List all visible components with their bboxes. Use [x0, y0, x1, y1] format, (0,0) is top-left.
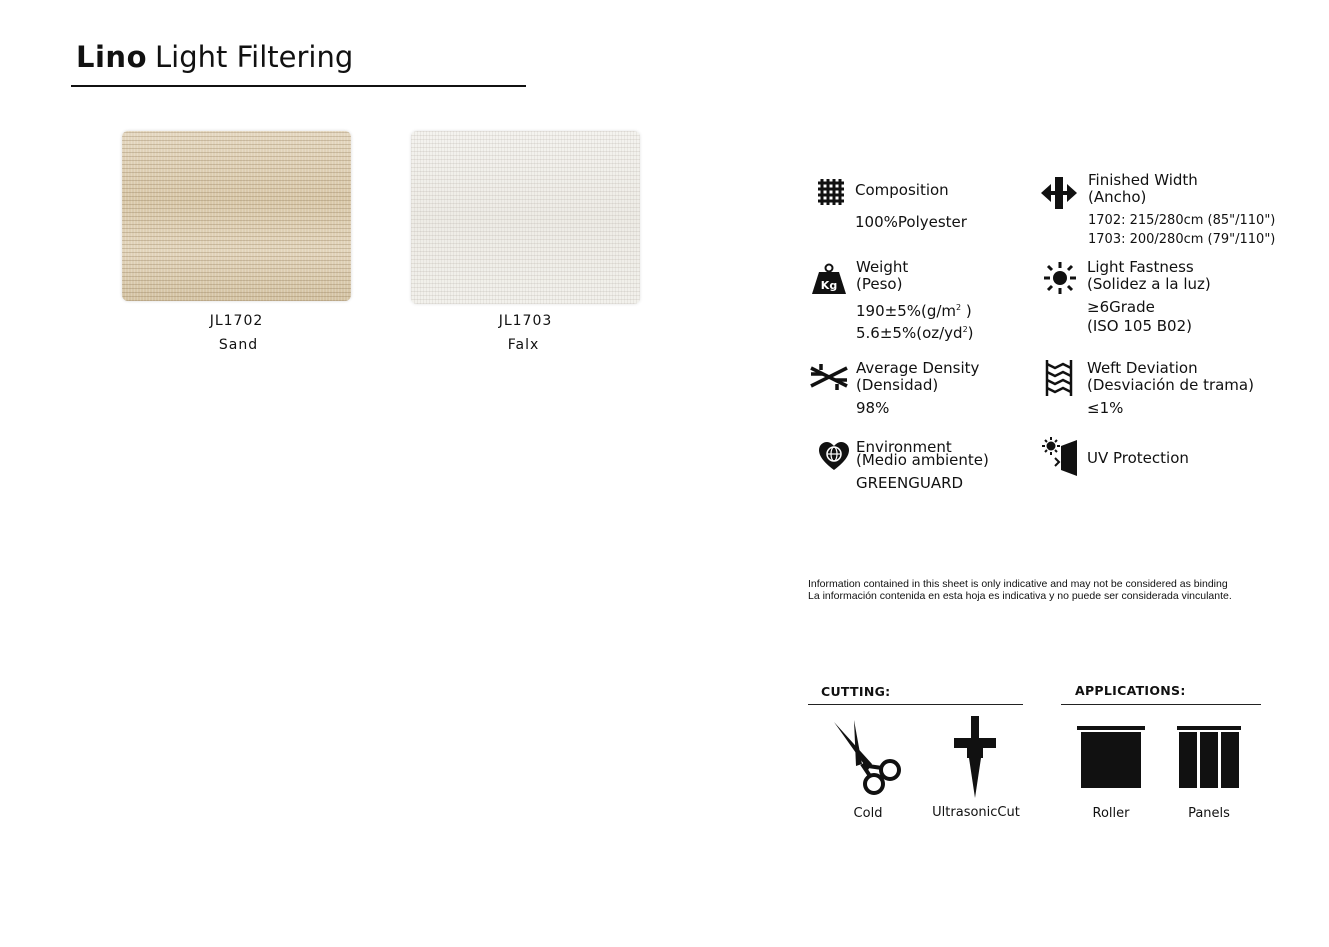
light-fastness-label-es: (Solidez a la luz): [1087, 275, 1211, 293]
weight-value-imperial: $5.6\pm 5\%(oz/yd^2)$: [856, 324, 974, 342]
weight-label-es: (Peso): [856, 275, 903, 293]
cutting-title: CUTTING:: [821, 684, 891, 699]
sun-icon: [1043, 261, 1077, 295]
width-arrows-icon: [1040, 175, 1078, 211]
brand-name: Lino: [76, 40, 147, 74]
cutting-rule: [808, 704, 1023, 705]
weft-icon: [1043, 358, 1075, 398]
cutting-option-label: UltrasonicCut: [932, 805, 1020, 820]
title-underline: [71, 85, 526, 87]
density-value: 98%: [856, 399, 890, 417]
weft-label-es: (Desviación de trama): [1087, 376, 1254, 394]
cutting-option-label: Cold: [853, 806, 883, 821]
weft-value: ≤1%: [1087, 399, 1124, 417]
light-fastness-label: Light Fastness: [1087, 258, 1194, 276]
environment-label-es: (Medio ambiente): [856, 451, 989, 469]
finished-width-value: 1702: 215/280cm (85"/110"): [1088, 213, 1276, 228]
environment-value: GREENGUARD: [856, 474, 964, 492]
roller-blind-icon: [1077, 726, 1145, 790]
panel-blind-icon: [1177, 726, 1241, 790]
composition-label: Composition: [855, 181, 949, 199]
application-option-label: Roller: [1092, 806, 1130, 821]
density-label-es: (Densidad): [856, 376, 939, 394]
product-subtitle: Light Filtering: [155, 40, 354, 74]
environment-label: Environment: [856, 438, 952, 456]
finished-width-label: Finished Width: [1088, 171, 1198, 189]
swatch-image-sand: [122, 131, 351, 301]
density-label: Average Density: [856, 359, 980, 377]
applications-title: APPLICATIONS:: [1075, 683, 1186, 698]
globe-heart-icon: [818, 441, 850, 471]
disclaimer-es: La información contenida en esta hoja es indicativa y no puede ser considerada vinculante.: [808, 590, 1232, 602]
uv-window-icon: [1041, 436, 1079, 478]
composition-value: 100%Polyester: [855, 213, 967, 231]
light-fastness-standard: (ISO 105 B02): [1087, 317, 1192, 335]
finished-width-label-es: (Ancho): [1088, 188, 1147, 206]
application-option-label: Panels: [1188, 806, 1230, 821]
weft-label: Weft Deviation: [1087, 359, 1198, 377]
page-title: [76, 40, 353, 74]
swatch-name: Falx: [507, 337, 540, 353]
scissors-icon: [828, 718, 908, 798]
disclaimer-en: Information contained in this sheet is only indicative and may not be considered as binding: [808, 578, 1228, 590]
swatch-code: JL1703: [498, 313, 553, 329]
uv-label: UV Protection: [1087, 449, 1189, 467]
swatch-code: JL1702: [209, 313, 264, 329]
ultrasonic-blade-icon: [952, 716, 998, 800]
swatch-name: Sand: [218, 337, 259, 353]
finished-width-value: 1703: 200/280cm (79"/110"): [1088, 232, 1276, 247]
light-fastness-value: ≥6Grade: [1087, 298, 1155, 316]
applications-rule: [1061, 704, 1261, 705]
svg-text:Kg: Kg: [820, 279, 838, 292]
weight-value-metric: $190\pm 5\%(g/m^2$ ): [856, 302, 972, 320]
swatch-image-falx: [411, 131, 640, 304]
grid-icon: [816, 177, 846, 207]
weave-icon: [809, 362, 849, 392]
kg-weight-icon: [811, 263, 847, 295]
weight-label: Weight: [856, 258, 909, 276]
